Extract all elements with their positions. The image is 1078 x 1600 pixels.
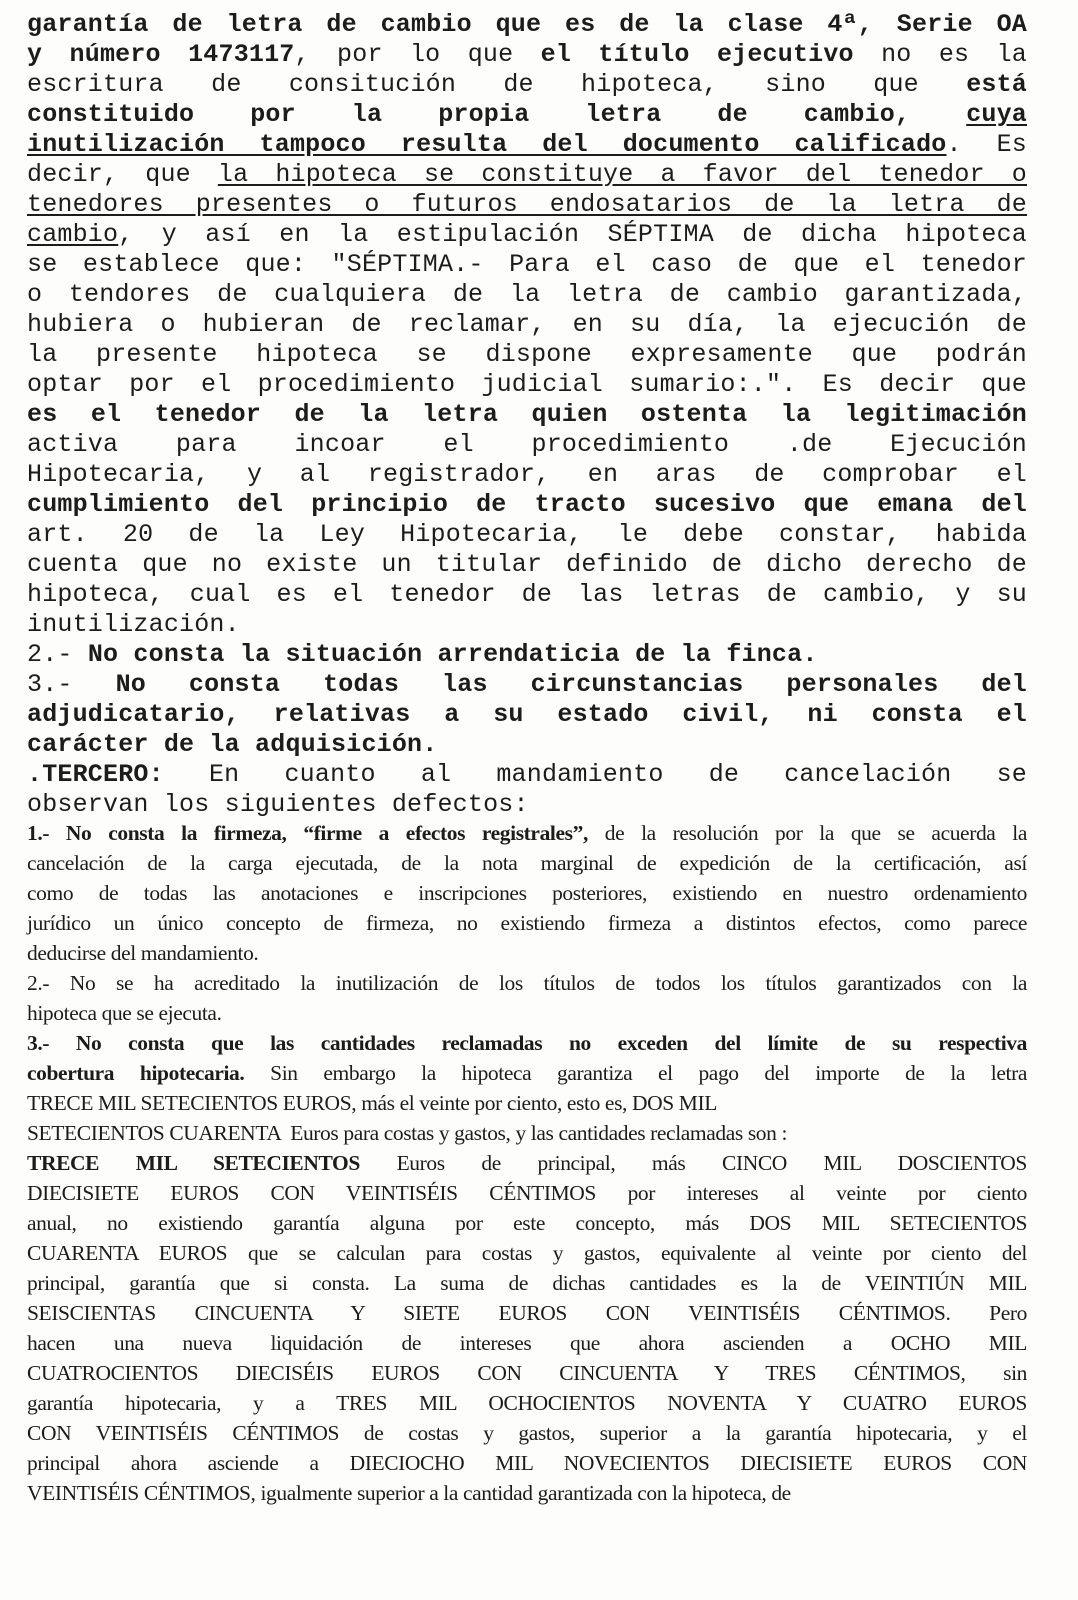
text-run: No consta la situación arrendaticia de la finca. [87, 640, 818, 669]
text-line [27, 938, 1027, 968]
text-run: cumplimiento del principio de tracto sucesivo que emana del [27, 490, 1027, 519]
text-line [27, 1448, 1027, 1478]
text-run: inutilización. [27, 610, 240, 639]
text-line [27, 130, 1027, 160]
text-line [27, 790, 1027, 820]
text-line [27, 1208, 1027, 1238]
text-line [27, 1148, 1027, 1178]
text-run: como de todas las anotaciones e inscripciones posteriores, existiendo en nuestro ordenamiento [27, 881, 1027, 905]
text-line [27, 878, 1027, 908]
text-line [27, 190, 1027, 220]
text-run: CUARENTA EUROS que se calculan para costas y gastos, equivalente al veinte por ciento del [27, 1241, 1027, 1265]
text-line [27, 700, 1027, 730]
text-line [27, 1328, 1027, 1358]
text-run: la presente hipoteca se dispone expresamente que podrán [27, 340, 1027, 369]
text-run: no es la [853, 40, 1027, 69]
text-run: Hipotecaria, y al registrador, en aras de comprobar el [27, 460, 1027, 489]
text-run: decir, que [27, 160, 218, 189]
text-run: SEISCIENTAS CINCUENTA Y SIETE EUROS CON VEINTISÉIS CÉNTIMOS. Pero [27, 1301, 1027, 1325]
text-run: observan los siguientes defectos: [27, 790, 529, 819]
text-run: cuenta que no existe un titular definido de dicho derecho de [27, 550, 1027, 579]
text-run: .TERCERO: [27, 760, 164, 789]
text-run: , por lo que [294, 40, 541, 69]
text-run: . Es [946, 130, 1028, 159]
text-run: hipoteca que se ejecuta. [27, 1001, 222, 1025]
text-run: está [966, 70, 1027, 99]
text-line [27, 280, 1027, 310]
text-run: cancelación de la carga ejecutada, de la nota marginal de expedición de la certificación, así [27, 851, 1027, 875]
text-line [27, 730, 1027, 760]
text-run: TRECE MIL SETECIENTOS [27, 1151, 360, 1175]
text-run: principal ahora asciende a DIECIOCHO MIL NOVECIENTOS DIECISIETE EUROS CON [27, 1451, 1027, 1475]
text-line [27, 670, 1027, 700]
text-line [27, 250, 1027, 280]
text-line [27, 1388, 1027, 1418]
text-run: constituido por la propia letra de cambio, [27, 100, 967, 129]
text-run: DIECISIETE EUROS CON VEINTISÉIS CÉNTIMOS por intereses al veinte por ciento [27, 1181, 1027, 1205]
text-run: TRECE MIL SETECIENTOS EUROS, más el veinte por ciento, esto es, DOS MIL [27, 1091, 717, 1115]
text-run: es el tenedor de la letra quien ostenta la legitimación [27, 400, 1027, 429]
text-run: art. 20 de la Ley Hipotecaria, le debe constar, habida [27, 520, 1027, 549]
text-run: escritura de consitución de hipoteca, sino que [27, 70, 967, 99]
text-run: inutilización tampoco resulta del documento calificado [27, 130, 947, 159]
text-line [27, 640, 1027, 670]
text-line [27, 220, 1027, 250]
text-run: Euros de principal, más CINCO MIL DOSCIENTOS [359, 1151, 1027, 1175]
text-run: hipoteca, cual es el tenedor de las letras de cambio, y su [27, 580, 1027, 609]
text-run: activa para incoar el procedimiento .de Ejecución [27, 430, 1027, 459]
text-run: deducirse del mandamiento. [27, 941, 259, 965]
text-line [27, 40, 1027, 70]
serif-text-block [27, 818, 1027, 1508]
text-run: carácter de la adquisición. [27, 730, 438, 759]
text-line [27, 160, 1027, 190]
text-run: 1.- No consta la firmeza, “firme a efectos registrales”, [27, 821, 588, 845]
text-line [27, 1418, 1027, 1448]
text-run: 2.- No se ha acreditado la inutilización de los títulos de todos los títulos garantizados con la [27, 971, 1027, 995]
text-line [27, 1088, 1027, 1118]
text-line [27, 818, 1027, 848]
text-run: cambio [27, 220, 119, 249]
text-line [27, 848, 1027, 878]
text-run: y número 1473117 [27, 40, 295, 69]
text-line [27, 1358, 1027, 1388]
text-line [27, 490, 1027, 520]
text-run: 3.- [27, 670, 116, 699]
text-line [27, 1238, 1027, 1268]
text-line [27, 1478, 1027, 1508]
text-line [27, 1118, 1027, 1148]
text-line [27, 968, 1027, 998]
text-line [27, 1178, 1027, 1208]
text-run: CUATROCIENTOS DIECISÉIS EUROS CON CINCUENTA Y TRES CÉNTIMOS, sin [27, 1361, 1027, 1385]
text-run: cuya [966, 100, 1027, 129]
text-run: adjudicatario, relativas a su estado civil, ni consta el [27, 700, 1027, 729]
text-line [27, 520, 1027, 550]
text-run: anual, no existiendo garantía alguna por este concepto, más DOS MIL SETECIENTOS [27, 1211, 1027, 1235]
text-line [27, 400, 1027, 430]
text-run: VEINTISÉIS CÉNTIMOS, igualmente superior a la cantidad garantizada con la hipoteca, de [27, 1481, 791, 1505]
text-run: Sin embargo la hipoteca garantiza el pago del importe de la letra [244, 1061, 1027, 1085]
text-run: la hipoteca se constituye a favor del tenedor o [217, 160, 1028, 189]
text-run: tenedores presentes o futuros endosatarios de la letra de [27, 190, 1027, 219]
text-line [27, 1028, 1027, 1058]
text-line [27, 610, 1027, 640]
text-line [27, 1298, 1027, 1328]
text-line [27, 310, 1027, 340]
text-run: garantía de letra de cambio que es de la clase 4ª, Serie OA [27, 10, 1027, 39]
text-run: , y así en la estipulación SÉPTIMA de dicha hipoteca [118, 220, 1027, 249]
text-run: No consta todas las circunstancias personales del [115, 670, 1027, 699]
text-run: garantía hipotecaria, y a TRES MIL OCHOCIENTOS NOVENTA Y CUATRO EUROS [27, 1391, 1027, 1415]
text-run: SETECIENTOS CUARENTA Euros para costas y gastos, y las cantidades reclamadas son : [27, 1121, 788, 1145]
text-run: cobertura hipotecaria. [27, 1061, 245, 1085]
text-line [27, 70, 1027, 100]
text-line [27, 340, 1027, 370]
text-line [27, 1268, 1027, 1298]
text-line [27, 998, 1027, 1028]
monospace-text-block [27, 10, 1027, 820]
text-line [27, 760, 1027, 790]
text-run: o tendores de cualquiera de la letra de cambio garantizada, [27, 280, 1027, 309]
text-line [27, 550, 1027, 580]
text-run: En cuanto al mandamiento de cancelación se [163, 760, 1027, 789]
text-run: optar por el procedimiento judicial sumario:.". Es decir que [27, 370, 1027, 399]
text-line [27, 430, 1027, 460]
text-line [27, 370, 1027, 400]
text-line [27, 908, 1027, 938]
text-line [27, 460, 1027, 490]
text-line [27, 580, 1027, 610]
text-line [27, 10, 1027, 40]
text-run: de la resolución por la que se acuerda la [587, 821, 1027, 845]
text-run: hacen una nueva liquidación de intereses que ahora ascienden a OCHO MIL [27, 1331, 1027, 1355]
text-run: 2.- [27, 640, 88, 669]
text-run: jurídico un único concepto de firmeza, no existiendo firmeza a distintos efectos, como parece [27, 911, 1027, 935]
text-run: CON VEINTISÉIS CÉNTIMOS de costas y gastos, superior a la garantía hipotecaria, y el [27, 1421, 1027, 1445]
text-run: el título ejecutivo [540, 40, 854, 69]
text-run: hubiera o hubieran de reclamar, en su día, la ejecución de [27, 310, 1027, 339]
text-run: principal, garantía que si consta. La suma de dichas cantidades es la de VEINTIÚN MIL [27, 1271, 1027, 1295]
text-line [27, 100, 1027, 130]
text-run: 3.- No consta que las cantidades reclamadas no exceden del límite de su respectiva [27, 1031, 1027, 1055]
text-run: se establece que: "SÉPTIMA.- Para el caso de que el tenedor [27, 250, 1027, 279]
text-line [27, 1058, 1027, 1088]
